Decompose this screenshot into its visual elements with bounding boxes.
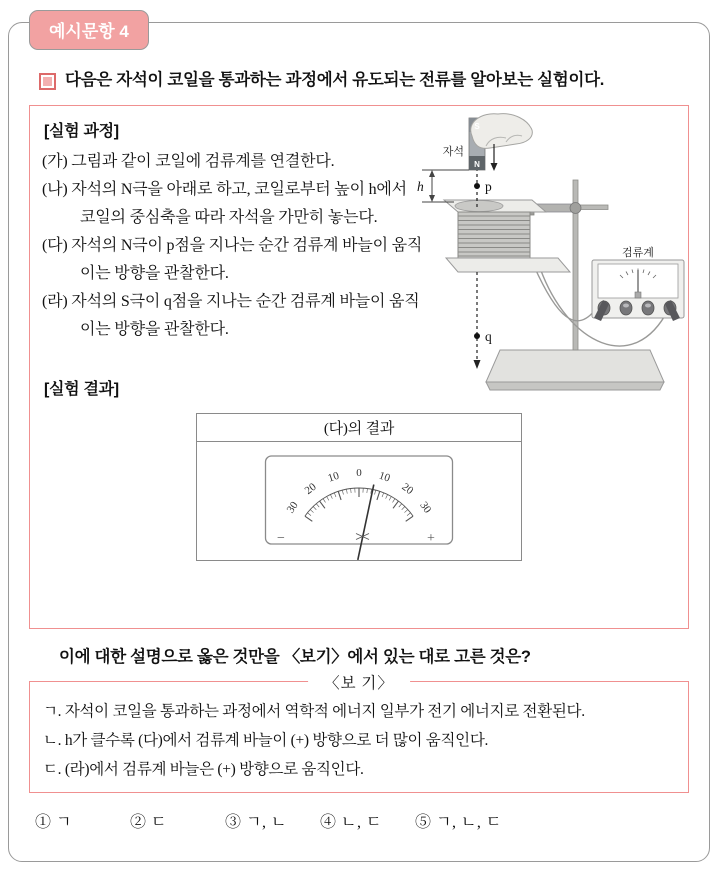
svg-text:0: 0 xyxy=(356,467,362,480)
svg-text:20: 20 xyxy=(399,481,416,498)
gauge-minus-sign: − xyxy=(277,531,285,547)
process-title: [실험 과정] xyxy=(44,123,119,141)
boki-legend: 〈보 기〉 xyxy=(308,671,410,693)
bullet-square-icon xyxy=(39,73,56,90)
question-intro xyxy=(39,69,691,91)
svg-text:20: 20 xyxy=(302,481,319,498)
gauge-plus-sign: + xyxy=(427,531,435,547)
clamp-knob xyxy=(570,203,581,214)
svg-text:30: 30 xyxy=(417,499,434,516)
question-text: 이에 대한 설명으로 옳은 것만을 〈보기〉에서 있는 대로 고른 것은? xyxy=(59,648,531,667)
process-step: (라) 자석의 S극이 q점을 지나는 순간 검류계 바늘이 움직이는 방향을 관찰한다. xyxy=(42,293,420,339)
galvanometer-gauge xyxy=(259,454,459,560)
coil-windings xyxy=(458,212,530,258)
question-number-badge: 예시문항 4 xyxy=(29,10,149,50)
boki-item: ㄷ. (라)에서 검류계 바늘은 (+) 방향으로 움직인다. xyxy=(43,761,364,779)
drop-arrow xyxy=(491,163,498,171)
svg-text:30: 30 xyxy=(284,499,301,516)
process-steps xyxy=(42,148,424,344)
intro-text: 다음은 자석이 코일을 통과하는 과정에서 유도되는 전류를 알아보는 실험이다. xyxy=(65,71,605,89)
answer-choices xyxy=(35,809,691,832)
pole-n-label: N xyxy=(474,160,480,170)
point-p-dot xyxy=(474,183,480,189)
boki-item: ㄴ. h가 클수록 (다)에서 검류계 바늘이 (+) 방향으로 더 많이 움직인다. xyxy=(43,732,489,750)
boki-box xyxy=(29,675,689,793)
choice-5[interactable]: ⑤ ㄱ, ㄴ, ㄷ xyxy=(415,814,502,832)
hand xyxy=(471,114,533,149)
point-q-dot xyxy=(474,333,480,339)
question-card xyxy=(8,22,710,862)
magnet-label: 자석 xyxy=(442,146,464,159)
pole-s-label: S xyxy=(474,122,480,132)
result-header: (다)의 결과 xyxy=(197,414,521,442)
process-step: (가) 그림과 같이 코일에 검류계를 연결한다. xyxy=(42,153,335,171)
svg-text:10: 10 xyxy=(326,469,341,485)
stand-base xyxy=(486,350,664,382)
boki-item: ㄱ. 자석이 코일을 통과하는 과정에서 역학적 에너지 일부가 전기 에너지로 전환된다. xyxy=(43,703,585,721)
axis-arrowhead xyxy=(474,360,481,369)
point-p-label: p xyxy=(485,179,492,195)
choice-4[interactable]: ④ ㄴ, ㄷ xyxy=(320,814,382,832)
wire xyxy=(534,266,598,321)
choice-3[interactable]: ③ ㄱ, ㄴ xyxy=(225,814,287,832)
height-label: h xyxy=(417,179,424,195)
choice-2[interactable]: ② ㄷ xyxy=(130,814,167,832)
result-table xyxy=(196,413,522,561)
choice-1[interactable]: ① ㄱ xyxy=(35,814,72,832)
result-title: [실험 결과] xyxy=(44,381,119,399)
svg-text:10: 10 xyxy=(377,469,392,485)
experiment-box xyxy=(29,105,689,629)
galvanometer-label: 검류계 xyxy=(622,247,654,260)
apparatus-figure xyxy=(406,110,686,396)
process-step: (다) 자석의 N극이 p점을 지나는 순간 검류계 바늘이 움직이는 방향을 관찰한다. xyxy=(42,237,423,283)
coil-bottom-plate xyxy=(446,258,570,272)
point-q-label: q xyxy=(485,329,492,345)
process-step: (나) 자석의 N극을 아래로 하고, 코일로부터 높이 h에서 코일의 중심축을 따라 자석을 가만히 놓는다. xyxy=(42,181,407,227)
